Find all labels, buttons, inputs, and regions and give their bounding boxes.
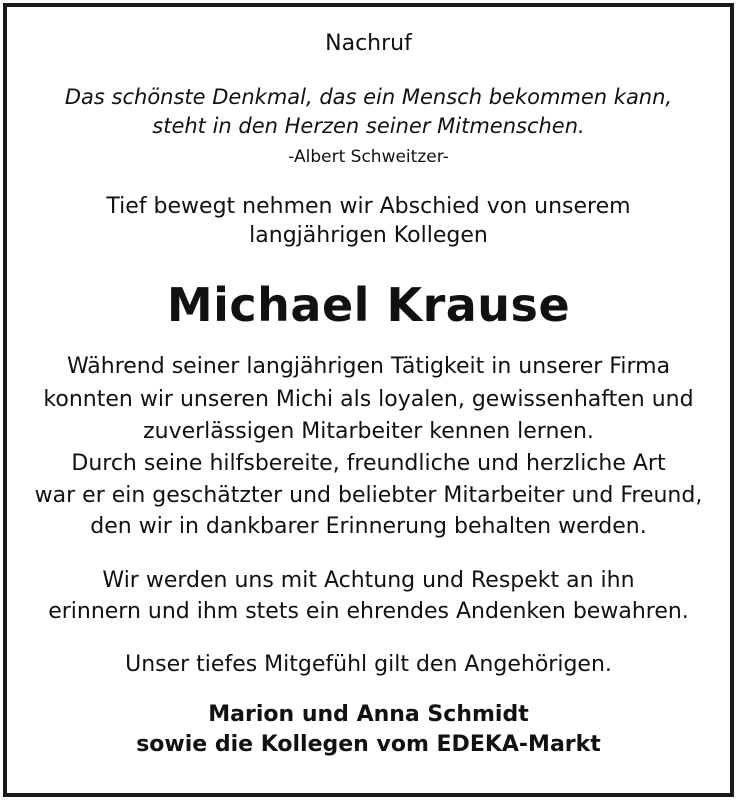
condolence-line: Unser tiefes Mitgefühl gilt den Angehörigen. — [125, 652, 612, 677]
intro-line-2: langjährigen Kollegen — [249, 223, 488, 248]
remembrance-line-1: Wir werden uns mit Achtung und Respekt an ihn — [102, 568, 635, 593]
notice-heading: Nachruf — [325, 31, 412, 56]
body-line-2: konnten wir unseren Michi als loyalen, gewissenhaften und — [43, 387, 694, 412]
body-line-6: den wir in dankbarer Erinnerung behalten werden. — [90, 514, 647, 539]
quote-line-2: steht in den Herzen seiner Mitmenschen. — [152, 114, 585, 138]
body-line-1: Während seiner langjährigen Tätigkeit in unserer Firma — [66, 354, 671, 379]
intro-line-1: Tief bewegt nehmen wir Abschied von unserem — [106, 194, 631, 219]
deceased-name: Michael Krause — [166, 278, 571, 332]
remembrance-line-2: erinnern und ihm stets ein ehrendes Andenken bewahren. — [48, 599, 689, 624]
body-line-5: war er ein geschätzter und beliebter Mitarbeiter und Freund, — [34, 483, 703, 508]
body-line-3: zuverlässigen Mitarbeiter kennen lernen. — [143, 419, 594, 444]
signature-line-1: Marion und Anna Schmidt — [208, 702, 529, 727]
quote-line-1: Das schönste Denkmal, das ein Mensch bekommen kann, — [64, 85, 673, 109]
body-line-4: Durch seine hilfsbereite, freundliche und herzliche Art — [71, 451, 666, 476]
quote-author: -Albert Schweitzer- — [288, 147, 449, 167]
signature-line-2: sowie die Kollegen vom EDEKA-Markt — [136, 732, 601, 757]
